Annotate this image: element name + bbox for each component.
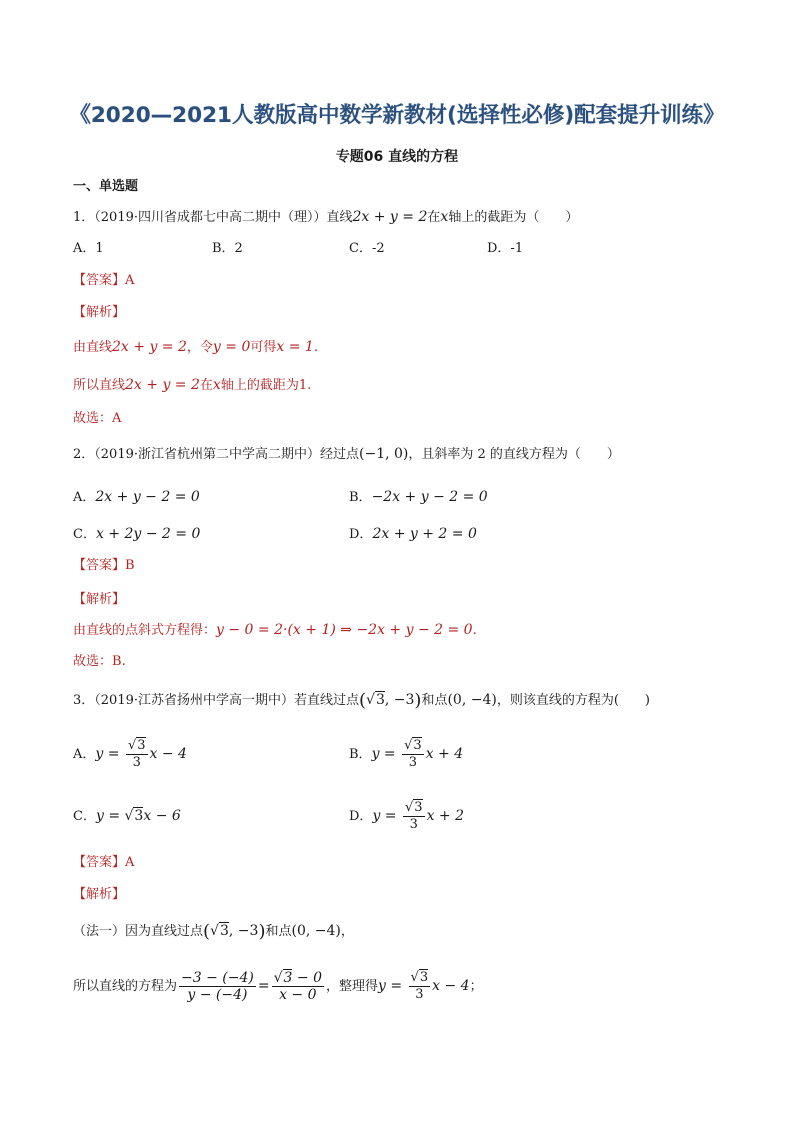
q2-option-c: C．x + 2y − 2 = 0 — [73, 526, 201, 542]
q1-option-d: D．-1 — [487, 241, 524, 256]
q1-solution-line-1: 由直线2x + y = 2，令y = 0可得x = 1. — [73, 339, 318, 355]
q1-solution-line-2: 所以直线2x + y = 2在x轴上的截距为1. — [73, 377, 312, 393]
q3-solution-line-1: （法一）因为直线过点(√3, −3)和点(0, −4)， — [73, 921, 354, 942]
q2-option-b: B．−2x + y − 2 = 0 — [349, 489, 488, 505]
page-title: 《2020—2021人教版高中数学新教材(选择性必修)配套提升训练》 — [69, 103, 725, 128]
q2-answer: 【答案】B — [73, 558, 135, 573]
page-subtitle: 专题06 直线的方程 — [335, 149, 459, 165]
q2-solution: 由直线的点斜式方程得：y − 0 = 2·(x + 1) ⇒ −2x + y − 2 = 0. — [73, 622, 477, 638]
q2-choose: 故选：B. — [73, 654, 126, 669]
q3-analysis-label: 【解析】 — [73, 887, 126, 902]
question-1-stem: 1．（2019·四川省成都七中高二期中（理））直线2x + y = 2在x轴上的截距为（ ） — [73, 209, 579, 225]
q2-analysis-label: 【解析】 — [73, 592, 126, 607]
question-3-stem: 3．（2019·江苏省扬州中学高一期中）若直线过点(√3, −3)和点(0, −4)，则该直线的方程为( ) — [73, 690, 650, 711]
q1-option-c: C．-2 — [349, 241, 385, 256]
q3-option-b: B．y = $\frac{√3}{3}$ x + 4 — [349, 738, 464, 770]
q1-answer: 【答案】A — [73, 273, 135, 288]
section-heading: 一、单选题 — [73, 179, 139, 194]
q2-option-d: D．2x + y + 2 = 0 — [349, 526, 477, 542]
q1-analysis-label: 【解析】 — [73, 305, 126, 320]
q1-option-a: A．1 — [73, 241, 104, 256]
q3-option-d: D．y = $\frac{√3}{3}$ x + 2 — [349, 800, 464, 832]
q2-option-a: A．2x + y − 2 = 0 — [73, 489, 200, 505]
q1-option-b: B．2 — [212, 241, 243, 256]
q3-option-c: C．y = √3x − 6 — [73, 808, 181, 824]
q1-choose: 故选：A — [73, 411, 122, 426]
q3-option-a: A．y = $\frac{√3}{3}$ x − 4 — [73, 738, 187, 770]
q3-solution-line-2: 所以直线的方程为 $\frac{-3 - (-4)}{y - (-4)}$ = $\frac{√3 - 0}{x - 0}$ ，整理得y = $\frac{√3}{3}$ x − 4； — [73, 970, 483, 1003]
question-2-stem: 2．（2019·浙江省杭州第二中学高二期中）经过点(−1, 0)，且斜率为 2 的直线方程为（ ） — [73, 446, 620, 462]
q3-answer: 【答案】A — [73, 855, 135, 870]
